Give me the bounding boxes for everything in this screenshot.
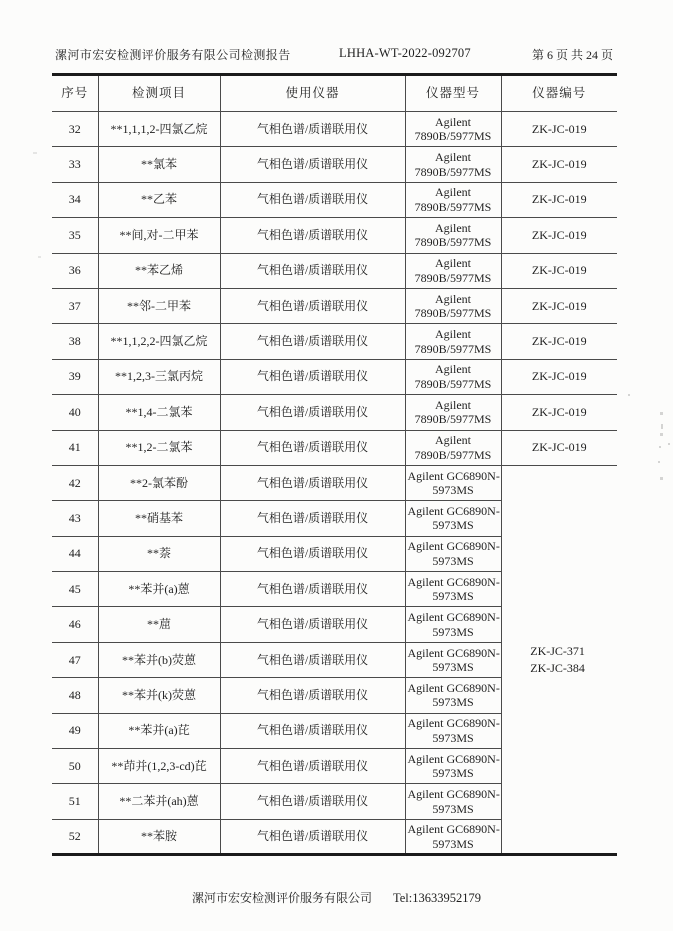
row-number-cell: 32 bbox=[52, 112, 98, 147]
model-line-1: Agilent GC6890N- bbox=[407, 787, 500, 802]
footer-company: 漯河市宏安检测评价服务有限公司 bbox=[191, 891, 372, 905]
instrument-cell: 气相色谱/质谱联用仪 bbox=[220, 324, 405, 359]
instrument-cell: 气相色谱/质谱联用仪 bbox=[220, 713, 405, 748]
model-line-2: 5973MS bbox=[432, 660, 474, 675]
instrument-model-cell bbox=[405, 819, 501, 854]
model-line-1: Agilent GC6890N- bbox=[407, 503, 500, 518]
instrument-model-cell bbox=[405, 749, 501, 784]
model-line-1: Agilent GC6890N- bbox=[407, 822, 500, 836]
model-line-1: Agilent GC6890N- bbox=[407, 680, 500, 695]
column-header-model: 仪器型号 bbox=[405, 75, 501, 112]
test-item-cell: **硝基苯 bbox=[98, 501, 220, 536]
row-number-cell: 48 bbox=[52, 678, 98, 713]
table-row bbox=[52, 182, 617, 217]
instrument-cell: 气相色谱/质谱联用仪 bbox=[220, 784, 405, 819]
row-number-cell: 50 bbox=[52, 749, 98, 784]
model-line-2: 7890B/5977MS bbox=[414, 270, 492, 285]
instrument-model-cell bbox=[405, 253, 501, 288]
test-item-cell: **䓛 bbox=[98, 607, 220, 642]
instrument-code-cell: ZK-JC-019 bbox=[501, 395, 617, 430]
instrument-cell: 气相色谱/质谱联用仪 bbox=[220, 607, 405, 642]
instrument-cell: 气相色谱/质谱联用仪 bbox=[220, 430, 405, 465]
model-line-2: 7890B/5977MS bbox=[414, 306, 492, 321]
table-row bbox=[52, 218, 617, 253]
model-line-2: 7890B/5977MS bbox=[414, 235, 492, 250]
instrument-code-cell: ZK-JC-019 bbox=[501, 147, 617, 182]
instrument-cell: 气相色谱/质谱联用仪 bbox=[220, 572, 405, 607]
instrument-model-cell bbox=[405, 642, 501, 677]
model-line-1: Agilent GC6890N- bbox=[407, 610, 500, 625]
table-row bbox=[52, 395, 617, 430]
column-header-index: 序号 bbox=[52, 75, 98, 112]
model-line-1: Agilent GC6890N- bbox=[407, 468, 500, 483]
footer-telephone: Tel:13633952179 bbox=[393, 891, 482, 905]
model-line-1: Agilent bbox=[435, 256, 471, 271]
instrument-cell: 气相色谱/质谱联用仪 bbox=[220, 749, 405, 784]
table-row bbox=[52, 465, 617, 500]
row-number-cell: 46 bbox=[52, 607, 98, 642]
instrument-table bbox=[52, 73, 617, 856]
model-line-1: Agilent bbox=[435, 433, 471, 448]
model-line-2: 7890B/5977MS bbox=[414, 447, 492, 462]
row-number-cell: 42 bbox=[52, 465, 98, 500]
model-line-2: 5973MS bbox=[432, 695, 474, 710]
row-number-cell: 33 bbox=[52, 147, 98, 182]
row-number-cell: 44 bbox=[52, 536, 98, 571]
instrument-cell: 气相色谱/质谱联用仪 bbox=[220, 465, 405, 500]
instrument-model-cell bbox=[405, 713, 501, 748]
instrument-cell: 气相色谱/质谱联用仪 bbox=[220, 536, 405, 571]
table-body bbox=[52, 112, 617, 855]
model-line-1: Agilent bbox=[435, 150, 471, 165]
page-header bbox=[0, 46, 673, 64]
row-number-cell: 43 bbox=[52, 501, 98, 536]
table-row bbox=[52, 147, 617, 182]
row-number-cell: 37 bbox=[52, 288, 98, 323]
instrument-code-line: ZK-JC-371 bbox=[530, 643, 585, 658]
model-line-2: 7890B/5977MS bbox=[414, 129, 492, 144]
row-number-cell: 49 bbox=[52, 713, 98, 748]
model-line-1: Agilent GC6890N- bbox=[407, 539, 500, 554]
row-number-cell: 45 bbox=[52, 572, 98, 607]
column-header-instrument: 使用仪器 bbox=[220, 75, 405, 112]
row-number-cell: 35 bbox=[52, 218, 98, 253]
instrument-model-cell bbox=[405, 465, 501, 500]
instrument-cell: 气相色谱/质谱联用仪 bbox=[220, 218, 405, 253]
instrument-model-cell bbox=[405, 147, 501, 182]
instrument-code-cell: ZK-JC-019 bbox=[501, 253, 617, 288]
instrument-cell: 气相色谱/质谱联用仪 bbox=[220, 819, 405, 854]
test-item-cell: **1,4-二氯苯 bbox=[98, 395, 220, 430]
report-number: LHHA-WT-2022-092707 bbox=[339, 46, 471, 60]
test-item-cell: **二苯并(ah)蒽 bbox=[98, 784, 220, 819]
test-item-cell: **间,对-二甲苯 bbox=[98, 218, 220, 253]
instrument-model-cell bbox=[405, 784, 501, 819]
test-item-cell: **1,2,3-三氯丙烷 bbox=[98, 359, 220, 394]
model-line-2: 5973MS bbox=[432, 553, 474, 568]
instrument-cell: 气相色谱/质谱联用仪 bbox=[220, 147, 405, 182]
test-item-cell: **氯苯 bbox=[98, 147, 220, 182]
model-line-2: 5973MS bbox=[432, 836, 474, 851]
model-line-1: Agilent bbox=[435, 220, 471, 235]
model-line-1: Agilent bbox=[435, 362, 471, 377]
instrument-cell: 气相色谱/质谱联用仪 bbox=[220, 182, 405, 217]
table-row bbox=[52, 288, 617, 323]
company-report-title: 漯河市宏安检测评价服务有限公司检测报告 bbox=[55, 48, 291, 62]
model-line-2: 7890B/5977MS bbox=[414, 412, 492, 427]
row-number-cell: 39 bbox=[52, 359, 98, 394]
row-number-cell: 40 bbox=[52, 395, 98, 430]
page-footer bbox=[0, 889, 673, 906]
table-row bbox=[52, 112, 617, 147]
model-line-2: 5973MS bbox=[432, 518, 474, 533]
model-line-2: 5973MS bbox=[432, 801, 474, 816]
model-line-1: Agilent GC6890N- bbox=[407, 751, 500, 766]
instrument-model-cell bbox=[405, 218, 501, 253]
test-item-cell: **苯并(b)荧蒽 bbox=[98, 642, 220, 677]
test-item-cell: **茚并(1,2,3-cd)芘 bbox=[98, 749, 220, 784]
test-item-cell: **1,1,2,2-四氯乙烷 bbox=[98, 324, 220, 359]
test-item-cell: **乙苯 bbox=[98, 182, 220, 217]
model-line-2: 5973MS bbox=[432, 483, 474, 498]
model-line-2: 7890B/5977MS bbox=[414, 164, 492, 179]
instrument-model-cell bbox=[405, 536, 501, 571]
instrument-cell: 气相色谱/质谱联用仪 bbox=[220, 642, 405, 677]
test-item-cell: **苯并(a)蒽 bbox=[98, 572, 220, 607]
instrument-model-cell bbox=[405, 678, 501, 713]
model-line-1: Agilent bbox=[435, 114, 471, 129]
instrument-code-cell: ZK-JC-019 bbox=[501, 218, 617, 253]
model-line-2: 7890B/5977MS bbox=[414, 341, 492, 356]
row-number-cell: 38 bbox=[52, 324, 98, 359]
instrument-model-cell bbox=[405, 607, 501, 642]
instrument-model-cell bbox=[405, 572, 501, 607]
model-line-2: 5973MS bbox=[432, 589, 474, 604]
instrument-model-cell bbox=[405, 112, 501, 147]
row-number-cell: 34 bbox=[52, 182, 98, 217]
test-item-cell: **苯并(a)芘 bbox=[98, 713, 220, 748]
instrument-model-cell bbox=[405, 324, 501, 359]
model-line-1: Agilent GC6890N- bbox=[407, 716, 500, 731]
instrument-code-cell: ZK-JC-019 bbox=[501, 324, 617, 359]
model-line-1: Agilent bbox=[435, 397, 471, 412]
instrument-model-cell bbox=[405, 359, 501, 394]
instrument-model-cell bbox=[405, 395, 501, 430]
row-number-cell: 51 bbox=[52, 784, 98, 819]
table-row bbox=[52, 359, 617, 394]
test-item-cell: **苯胺 bbox=[98, 819, 220, 854]
table-row bbox=[52, 253, 617, 288]
page-indicator: 第 6 页 共 24 页 bbox=[531, 48, 613, 62]
table-header-row bbox=[52, 75, 617, 112]
test-item-cell: **2-氯苯酚 bbox=[98, 465, 220, 500]
instrument-code-cell: ZK-JC-019 bbox=[501, 112, 617, 147]
instrument-model-cell bbox=[405, 501, 501, 536]
instrument-cell: 气相色谱/质谱联用仪 bbox=[220, 288, 405, 323]
column-header-code: 仪器编号 bbox=[501, 75, 617, 112]
model-line-2: 7890B/5977MS bbox=[414, 376, 492, 391]
model-line-1: Agilent GC6890N- bbox=[407, 645, 500, 660]
test-item-cell: **苯乙烯 bbox=[98, 253, 220, 288]
column-header-item: 检测项目 bbox=[98, 75, 220, 112]
row-number-cell: 41 bbox=[52, 430, 98, 465]
model-line-2: 5973MS bbox=[432, 730, 474, 745]
row-number-cell: 36 bbox=[52, 253, 98, 288]
instrument-cell: 气相色谱/质谱联用仪 bbox=[220, 359, 405, 394]
instrument-cell: 气相色谱/质谱联用仪 bbox=[220, 112, 405, 147]
test-item-cell: **邻-二甲苯 bbox=[98, 288, 220, 323]
test-item-cell: **1,2-二氯苯 bbox=[98, 430, 220, 465]
instrument-code-line: ZK-JC-384 bbox=[530, 660, 585, 675]
model-line-1: Agilent bbox=[435, 327, 471, 342]
row-number-cell: 52 bbox=[52, 819, 98, 854]
model-line-1: Agilent bbox=[435, 291, 471, 306]
instrument-code-cell: ZK-JC-019 bbox=[501, 182, 617, 217]
instrument-code-merged-cell bbox=[501, 465, 617, 854]
table-row bbox=[52, 324, 617, 359]
instrument-model-cell bbox=[405, 288, 501, 323]
instrument-cell: 气相色谱/质谱联用仪 bbox=[220, 253, 405, 288]
table-row bbox=[52, 430, 617, 465]
test-item-cell: **1,1,1,2-四氯乙烷 bbox=[98, 112, 220, 147]
instrument-code-cell: ZK-JC-019 bbox=[501, 430, 617, 465]
instrument-code-cell: ZK-JC-019 bbox=[501, 359, 617, 394]
instrument-cell: 气相色谱/质谱联用仪 bbox=[220, 395, 405, 430]
model-line-2: 5973MS bbox=[432, 766, 474, 781]
test-item-cell: **苯并(k)荧蒽 bbox=[98, 678, 220, 713]
model-line-2: 7890B/5977MS bbox=[414, 199, 492, 214]
model-line-1: Agilent bbox=[435, 185, 471, 200]
model-line-2: 5973MS bbox=[432, 624, 474, 639]
model-line-1: Agilent GC6890N- bbox=[407, 574, 500, 589]
instrument-code-cell: ZK-JC-019 bbox=[501, 288, 617, 323]
instrument-cell: 气相色谱/质谱联用仪 bbox=[220, 501, 405, 536]
instrument-model-cell bbox=[405, 430, 501, 465]
test-item-cell: **萘 bbox=[98, 536, 220, 571]
instrument-model-cell bbox=[405, 182, 501, 217]
instrument-cell: 气相色谱/质谱联用仪 bbox=[220, 678, 405, 713]
row-number-cell: 47 bbox=[52, 642, 98, 677]
